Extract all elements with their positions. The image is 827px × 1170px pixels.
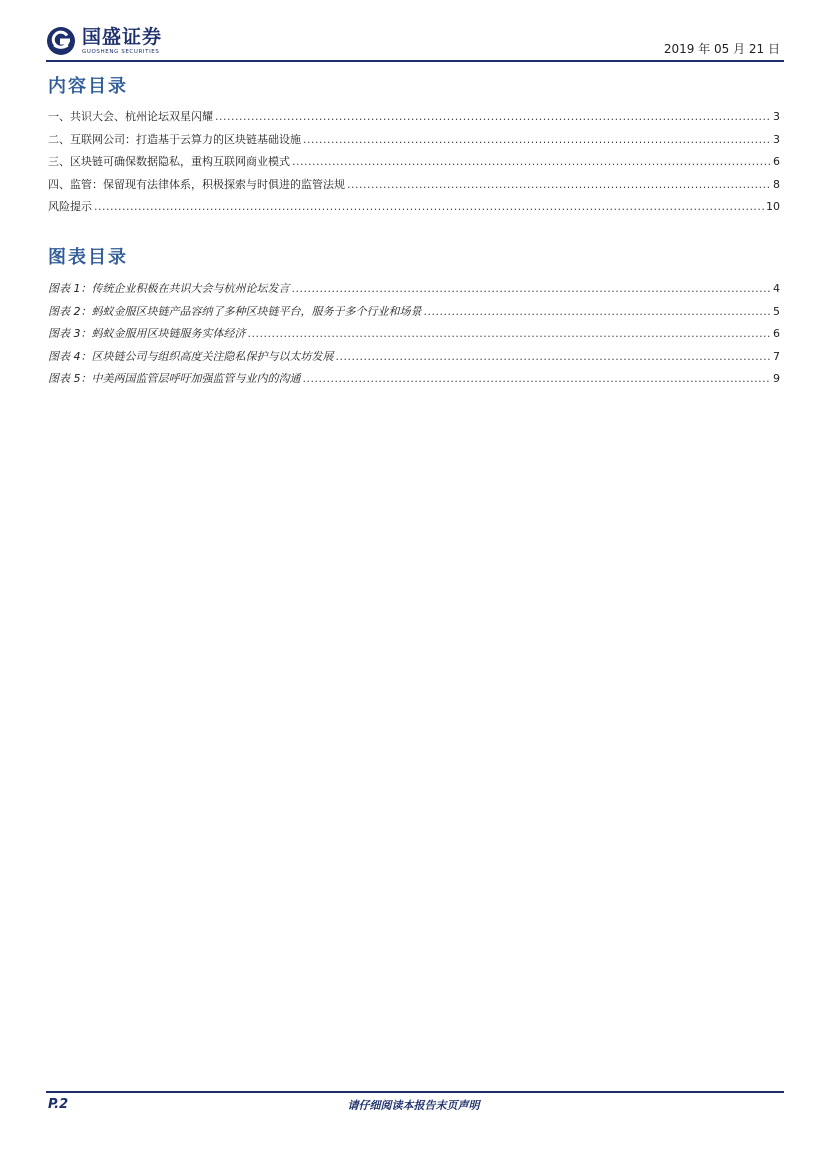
- leader-dots: [303, 133, 771, 146]
- toc-item-page: 3: [773, 132, 780, 146]
- toc-item[interactable]: [48, 198, 780, 221]
- header-divider: [46, 60, 784, 62]
- leader-dots: [215, 110, 771, 123]
- logo-english-name: GUOSHENG SECURITIES: [82, 49, 160, 55]
- toc-item-page: 8: [773, 177, 780, 191]
- toc-item-text: 风险提示: [48, 200, 92, 213]
- figure-item[interactable]: [48, 280, 780, 303]
- figure-item-page: 9: [773, 372, 780, 385]
- toc-item-page: 3: [773, 110, 780, 123]
- toc-item-page: 6: [773, 155, 780, 168]
- disclaimer-note: 请仔细阅读本报告末页声明: [347, 1099, 480, 1112]
- figure-item-page: 4: [773, 282, 780, 295]
- logo-chinese-name: 国盛证券: [82, 26, 163, 48]
- leader-dots: [292, 155, 771, 168]
- figure-item-page: 7: [773, 349, 780, 363]
- leader-dots: [248, 327, 772, 340]
- figure-item-text: 图表 2：蚂蚁金服区块链产品容纳了多种区块链平台，服务于多个行业和场景: [48, 304, 422, 318]
- figures-title: 图表目录: [48, 247, 128, 268]
- leader-dots: [303, 372, 772, 385]
- figure-item[interactable]: [48, 348, 780, 371]
- contents-list: [48, 108, 780, 221]
- page-number: P.2: [48, 1097, 69, 1112]
- toc-item-text: 三、区块链可确保数据隐私，重构互联网商业模式: [48, 155, 290, 168]
- logo-icon: [46, 26, 76, 56]
- contents-title: 内容目录: [48, 76, 128, 97]
- toc-item-text: 四、监管：保留现有法律体系，积极探索与时俱进的监管法规: [48, 177, 345, 191]
- figure-item-text: 图表 5：中美两国监管层呼吁加强监管与业内的沟通: [48, 372, 301, 385]
- figure-item-text: 图表 1：传统企业积极在共识大会与杭州论坛发言: [48, 282, 290, 295]
- figure-item-page: 5: [773, 304, 780, 318]
- footer-divider: [46, 1091, 784, 1093]
- page-header: [46, 26, 784, 62]
- figure-item-text: 图表 3：蚂蚁金服用区块链服务实体经济: [48, 327, 246, 340]
- figure-item[interactable]: [48, 370, 780, 393]
- leader-dots: [292, 282, 772, 295]
- toc-item[interactable]: [48, 153, 780, 176]
- figure-item[interactable]: [48, 303, 780, 326]
- leader-dots: [94, 200, 764, 213]
- figure-item-page: 6: [773, 327, 780, 340]
- figures-list: [48, 280, 780, 393]
- toc-item[interactable]: [48, 131, 780, 154]
- toc-item-text: 一、共识大会、杭州论坛双星闪耀: [48, 110, 213, 123]
- toc-item-text: 二、互联网公司：打造基于云算力的区块链基础设施: [48, 132, 301, 146]
- company-logo: [46, 26, 162, 60]
- toc-item[interactable]: [48, 176, 780, 199]
- toc-item-page: 10: [766, 200, 780, 213]
- leader-dots: [424, 305, 772, 318]
- leader-dots: [347, 178, 771, 191]
- figure-item[interactable]: [48, 325, 780, 348]
- toc-item[interactable]: [48, 108, 780, 131]
- leader-dots: [336, 350, 772, 363]
- report-date: 2019 年 05 月 21 日: [663, 42, 780, 56]
- figure-item-text: 图表 4：区块链公司与组织高度关注隐私保护与以太坊发展: [48, 349, 334, 363]
